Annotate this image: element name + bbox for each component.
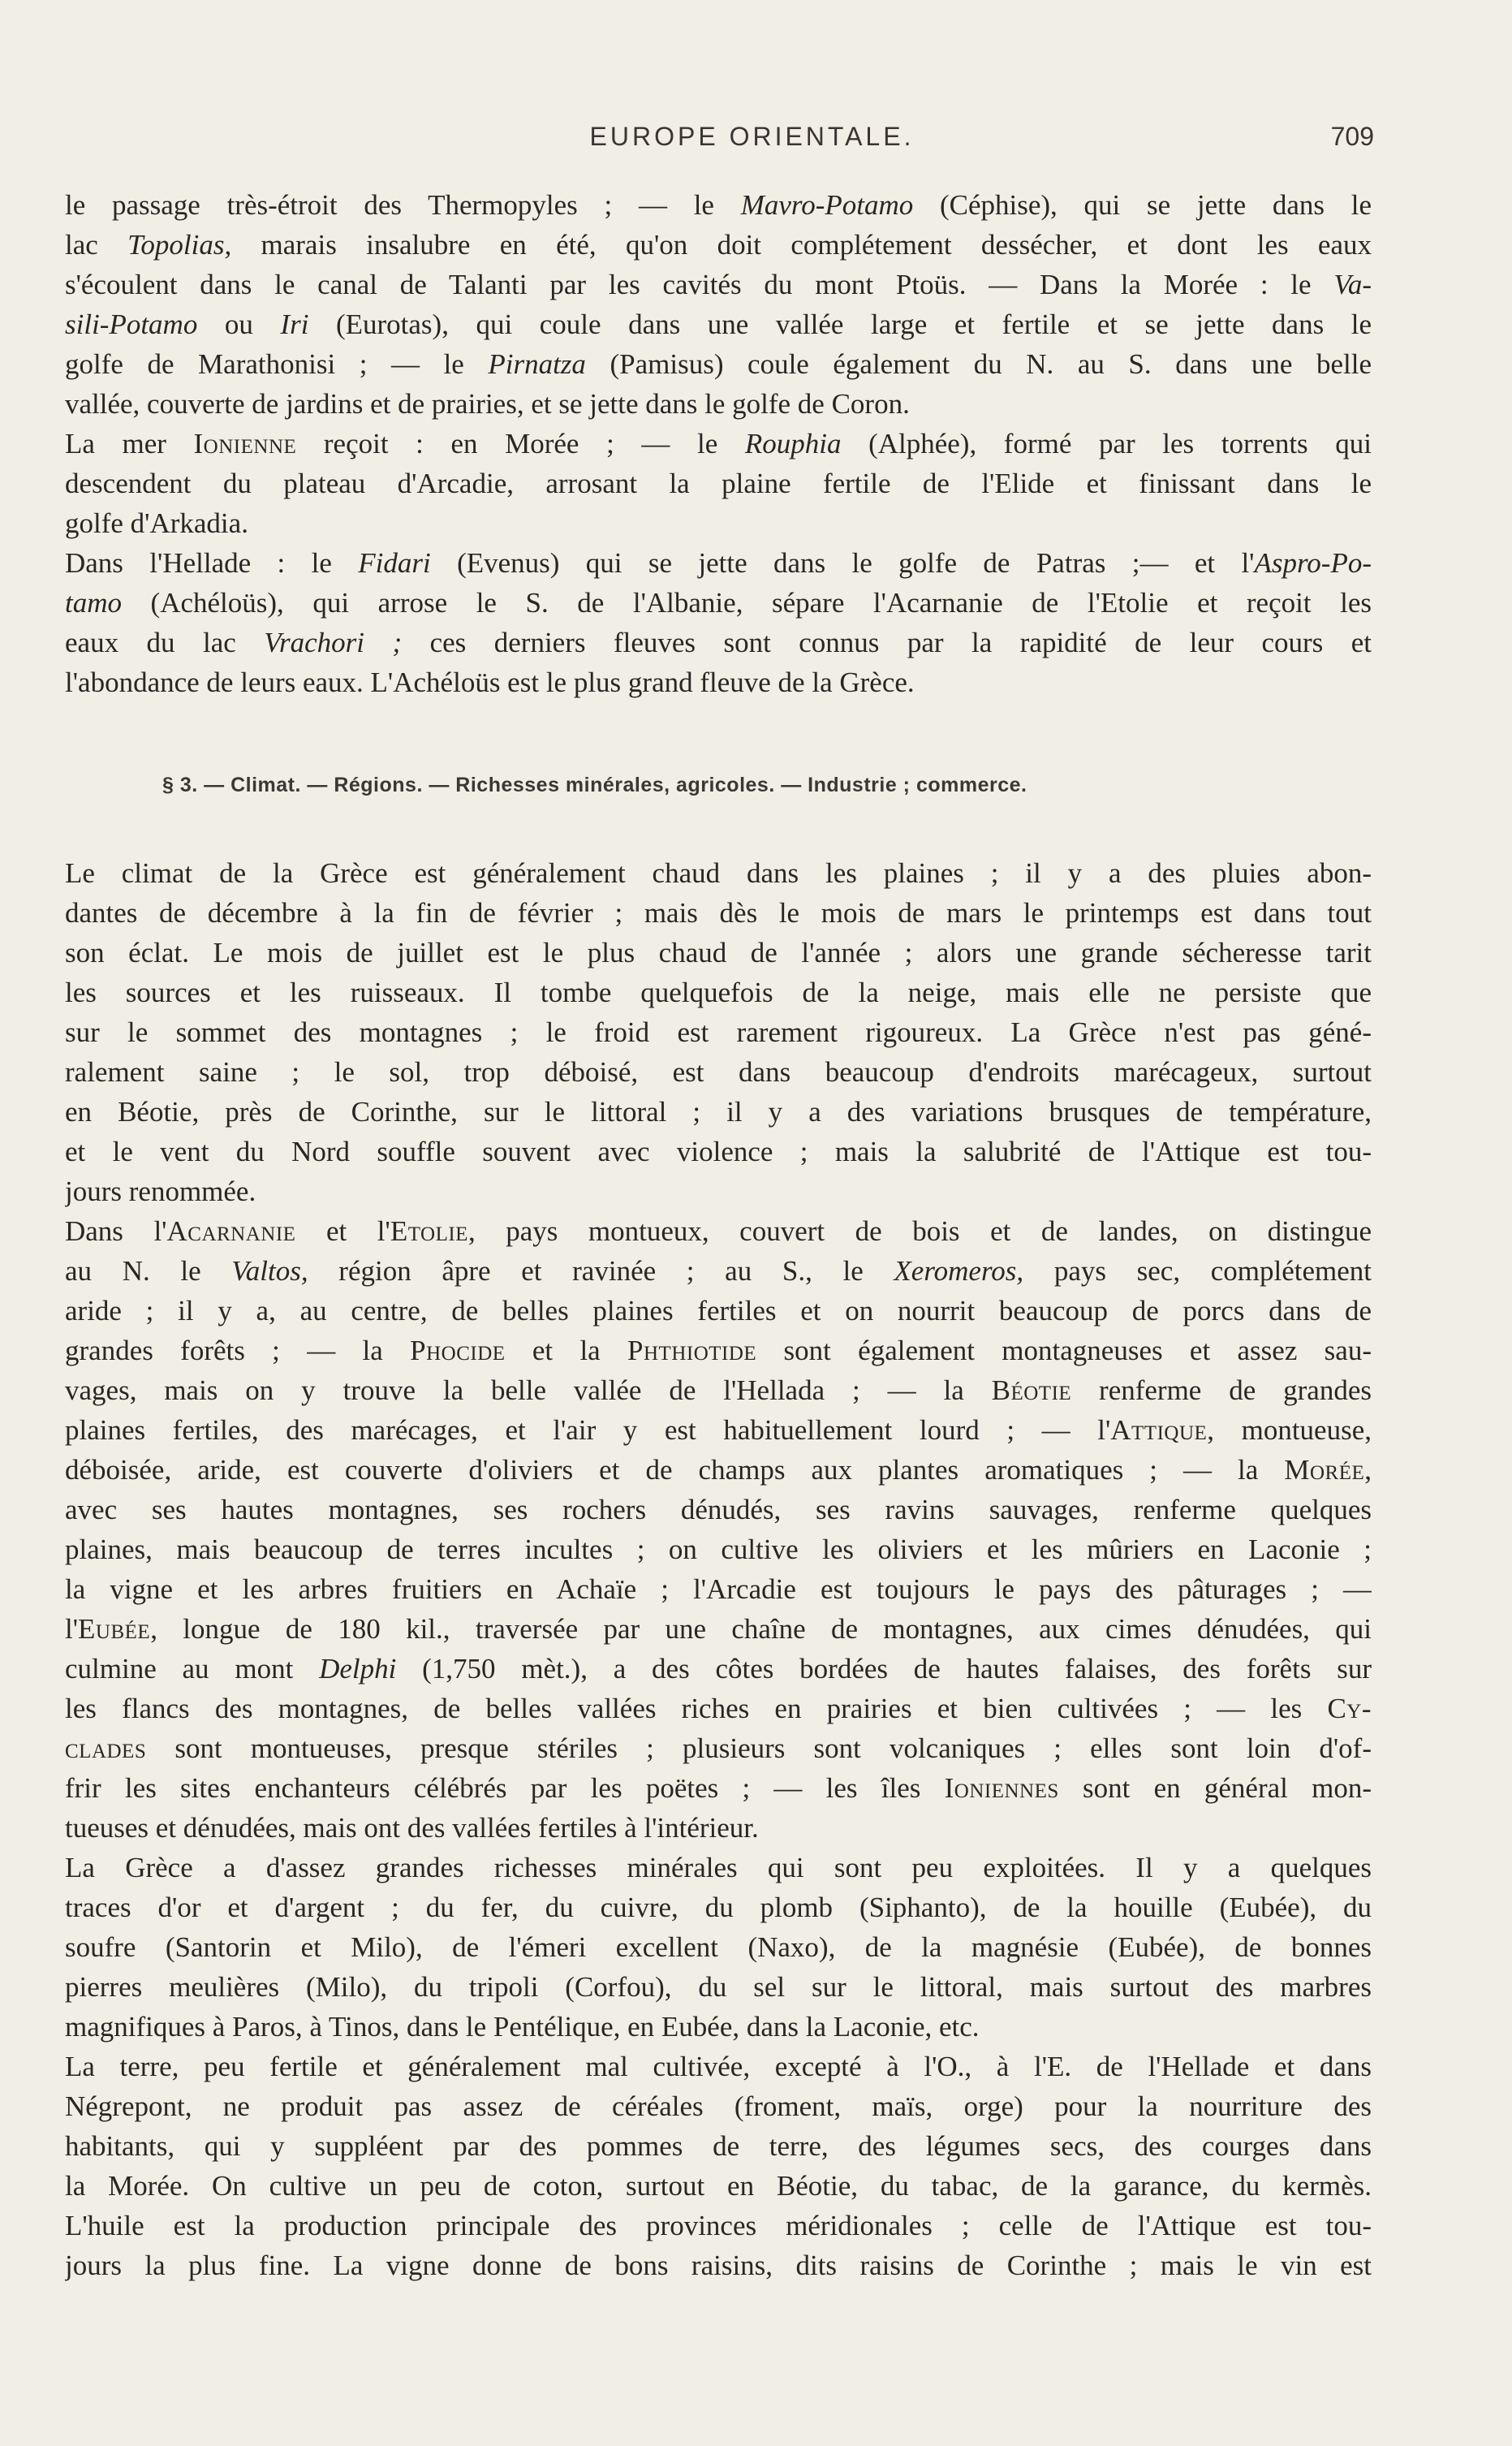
text-line: son éclat. Le mois de juillet est le plus chaud de l'année ; alors une grande sécheresse tarit [65, 937, 1372, 968]
text-line: Dans l'Acarnanie et l'Etolie, pays montueux, couvert de bois et de landes, on distingue [65, 1215, 1372, 1247]
text-line: avec ses hautes montagnes, ses rochers dénudés, ses ravins sauvages, renferme quelques [65, 1494, 1372, 1525]
page-header [130, 122, 1374, 162]
running-title: EUROPE ORIENTALE. [589, 122, 915, 151]
text-line: sili-Potamo ou Iri (Eurotas), qui coule dans une vallée large et fertile et se jette dans le [65, 308, 1372, 340]
text-line: habitants, qui y suppléent par des pommes de terre, des légumes secs, des courges dans [65, 2130, 1372, 2162]
text-line: le passage très-étroit des Thermopyles ; — le Mavro-Potamo (Céphise), qui se jette dans le [65, 189, 1372, 221]
text-line: aride ; il y a, au centre, de belles plaines fertiles et on nourrit beaucoup de porcs dans de [65, 1295, 1372, 1327]
text-line: plaines fertiles, des marécages, et l'air y est habituellement lourd ; — l'Attique, montueuse, [65, 1414, 1372, 1446]
text-line: les sources et les ruisseaux. Il tombe quelquefois de la neige, mais elle ne persiste que [65, 977, 1372, 1008]
text-line: Négrepont, ne produit pas assez de céréales (froment, maïs, orge) pour la nourriture des [65, 2090, 1372, 2122]
text-line: La Grèce a d'assez grandes richesses minérales qui sont peu exploitées. Il y a quelques [65, 1852, 1372, 1883]
text-line: La mer Ionienne reçoit : en Morée ; — le Rouphia (Alphée), formé par les torrents qui [65, 428, 1372, 459]
text-line: clades sont montueuses, presque stériles ; plusieurs sont volcaniques ; elles sont loin d'of- [65, 1732, 1372, 1764]
text-line: la vigne et les arbres fruitiers en Achaïe ; l'Arcadie est toujours le pays des pâturages ; — [65, 1573, 1372, 1605]
text-line: golfe de Marathonisi ; — le Pirnatza (Pamisus) coule également du N. au S. dans une belle [65, 348, 1372, 380]
text-line: sur le sommet des montagnes ; le froid est rarement rigoureux. La Grèce n'est pas géné- [65, 1016, 1372, 1048]
text-line: Dans l'Hellade : le Fidari (Evenus) qui se jette dans le golfe de Patras ;— et l'Aspro-Po- [65, 547, 1372, 579]
text-line: traces d'or et d'argent ; du fer, du cuivre, du plomb (Siphanto), de la houille (Eubée), du [65, 1892, 1372, 1923]
page-number: 709 [1330, 122, 1374, 151]
text-line: eaux du lac Vrachori ; ces derniers fleuves sont connus par la rapidité de leur cours et [65, 627, 1372, 658]
text-line: frir les sites enchanteurs célébrés par les poëtes ; — les îles Ioniennes sont en général mon- [65, 1772, 1372, 1804]
text-line: soufre (Santorin et Milo), de l'émeri excellent (Naxo), de la magnésie (Eubée), de bonnes [65, 1931, 1372, 1963]
text-line: déboisée, aride, est couverte d'oliviers et de champs aux plantes aromatiques ; — la Morée, [65, 1454, 1372, 1486]
text-line: plaines, mais beaucoup de terres incultes ; on cultive les oliviers et les mûriers en Laconie ; [65, 1534, 1372, 1565]
text-line: jours la plus fine. La vigne donne de bons raisins, dits raisins de Corinthe ; mais le vin est [65, 2250, 1372, 2281]
text-line: La terre, peu fertile et généralement mal cultivée, excepté à l'O., à l'E. de l'Hellade et dans [65, 2051, 1372, 2082]
text-line: golfe d'Arkadia. [65, 507, 248, 539]
text-line: vages, mais on y trouve la belle vallée de l'Hellada ; — la Béotie renferme de grandes [65, 1374, 1372, 1406]
text-line: les flancs des montagnes, de belles vallées riches en prairies et bien cultivées ; — les Cy- [65, 1693, 1372, 1724]
text-line: lac Topolias, marais insalubre en été, qu'on doit complétement dessécher, et dont les eaux [65, 229, 1372, 261]
text-line: jours renommée. [65, 1176, 256, 1207]
text-line: ralement saine ; le sol, trop déboisé, est dans beaucoup d'endroits marécageux, surtout [65, 1056, 1372, 1088]
text-line: au N. le Valtos, région âpre et ravinée ; au S., le Xeromeros, pays sec, complétement [65, 1255, 1372, 1287]
text-line: dantes de décembre à la fin de février ; mais dès le mois de mars le printemps est dans tout [65, 897, 1372, 929]
text-line: descendent du plateau d'Arcadie, arrosant la plaine fertile de l'Elide et finissant dans le [65, 468, 1372, 499]
text-line: la Morée. On cultive un peu de coton, surtout en Béotie, du tabac, de la garance, du kermès. [65, 2170, 1372, 2202]
text-line: vallée, couverte de jardins et de prairies, et se jette dans le golfe de Coron. [65, 388, 910, 420]
text-line: l'Eubée, longue de 180 kil., traversée par une chaîne de montagnes, aux cimes dénudées, qui [65, 1613, 1372, 1645]
text-line: et le vent du Nord souffle souvent avec violence ; mais la salubrité de l'Attique est tou- [65, 1136, 1372, 1167]
section-heading: § 3. — Climat. — Régions. — Richesses minérales, agricoles. — Industrie ; commerce. [162, 774, 1027, 796]
text-line: L'huile est la production principale des provinces méridionales ; celle de l'Attique est tou- [65, 2210, 1372, 2241]
text-line: l'abondance de leurs eaux. L'Achéloüs est le plus grand fleuve de la Grèce. [65, 667, 915, 698]
text-block-rivers [65, 185, 1372, 702]
text-block-climate [65, 853, 1372, 2285]
text-line: s'écoulent dans le canal de Talanti par les cavités du mont Ptoüs. — Dans la Morée : le Va- [65, 269, 1372, 300]
text-line: grandes forêts ; — la Phocide et la Phthiotide sont également montagneuses et assez sau- [65, 1335, 1372, 1366]
text-line: culmine au mont Delphi (1,750 mèt.), a des côtes bordées de hautes falaises, des forêts sur [65, 1653, 1372, 1685]
text-line: magnifiques à Paros, à Tinos, dans le Pentélique, en Eubée, dans la Laconie, etc. [65, 2011, 980, 2043]
text-line: tueuses et dénudées, mais ont des vallées fertiles à l'intérieur. [65, 1812, 759, 1844]
text-line: pierres meulières (Milo), du tripoli (Corfou), du sel sur le littoral, mais surtout des marbres [65, 1971, 1372, 2003]
text-line: en Béotie, près de Corinthe, sur le littoral ; il y a des variations brusques de température, [65, 1096, 1372, 1128]
text-line: tamo (Achéloüs), qui arrose le S. de l'Albanie, sépare l'Acarnanie de l'Etolie et reçoit les [65, 587, 1372, 619]
text-line: Le climat de la Grèce est généralement chaud dans les plaines ; il y a des pluies abon- [65, 857, 1372, 889]
